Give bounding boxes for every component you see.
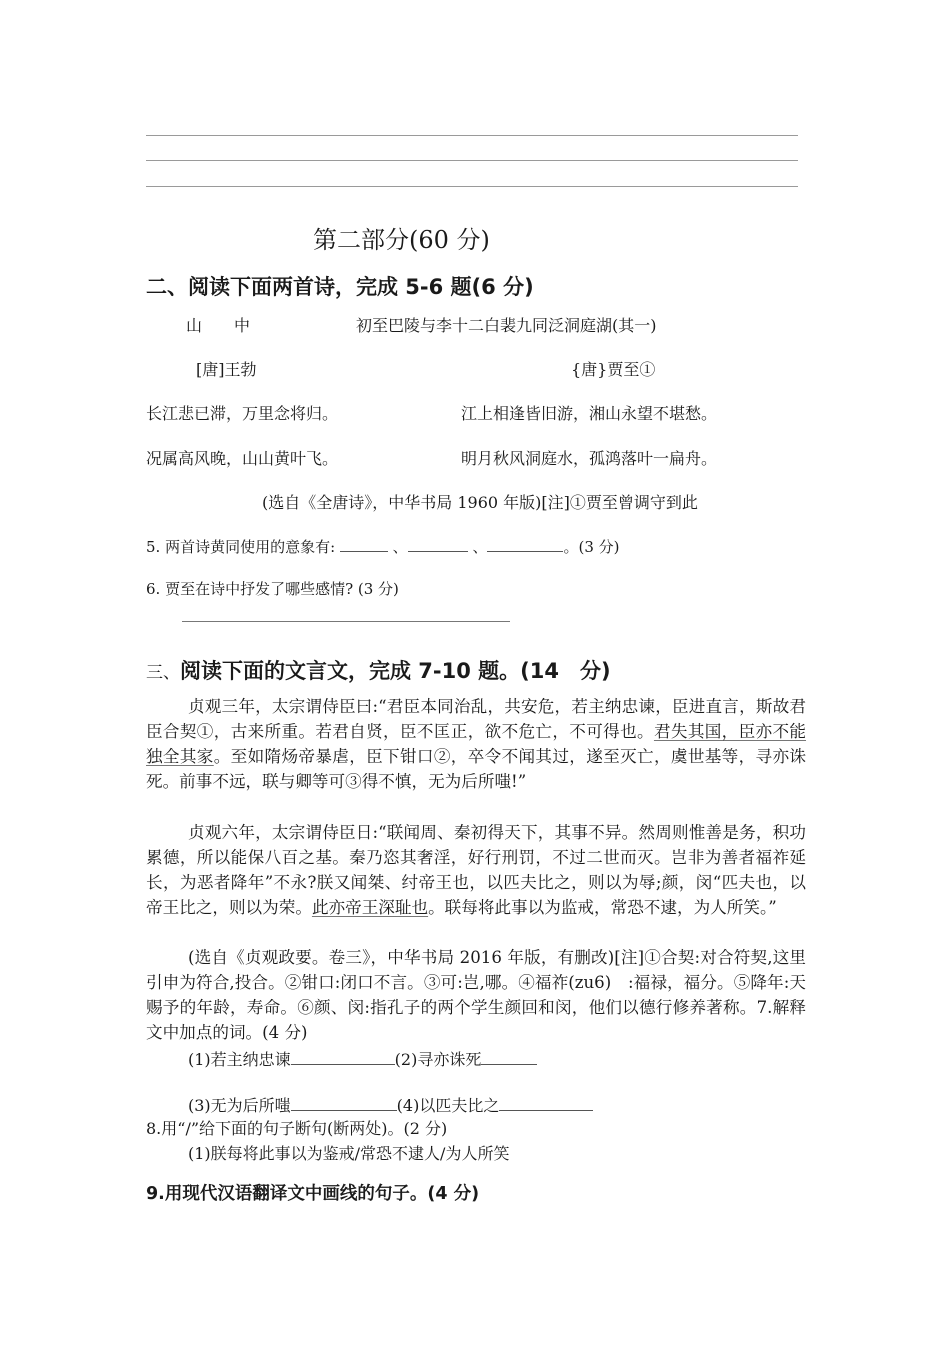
passage-2-text-a: 贞观六年，太宗谓侍臣日:“联闻周、秦初得天下，其事不异。然周则惟善是务，积功累德，所以能保八百之基。秦乃恣其奢淫，好行刑罚，不过二世而灭。岂非为善者福祚延长，为恶者降年”不永?朕又闻桀、纣帝王也，以匹夫比之，则以为辱;颜，闵“匹夫也，以帝王比之，则以为荣。	[146, 823, 806, 917]
section-2-heading: 二、阅读下面两首诗，完成 5-6 题(6 分)	[146, 275, 534, 299]
question-6: 6. 贾至在诗中抒发了哪些感情? (3 分)	[146, 580, 399, 598]
passage-2-underlined: 此亦帝王深耻也	[311, 898, 429, 917]
poem1-author: [唐]王勃	[196, 360, 257, 379]
passage-2-text-b: 。联每将此事以为监戒，常恐不逮，为人所笑。”	[428, 898, 777, 917]
q7-2-blank[interactable]	[481, 1048, 537, 1065]
section-3-prefix: 三、	[146, 663, 180, 683]
q5-blank-1[interactable]	[340, 535, 388, 552]
poem1-line2: 况属高风晚，山山黄叶飞。	[146, 449, 339, 468]
q7-3-blank[interactable]	[291, 1094, 397, 1111]
answer-line-2	[146, 160, 798, 161]
question-5-text: 5. 两首诗黄同使用的意象有:	[146, 538, 340, 556]
q7-3-text: (3)无为后所嗤	[188, 1096, 291, 1115]
passage-notes: (选自《贞观政要。卷三》，中华书局 2016 年版，有删改)[注]①合契:对合符契,这里引申为符合,投合。②钳口:闭口不言。③可:岂,哪。④福祚(zu6) :福禄，福分。⑤降年:天赐予的年龄，寿命。⑥颜、闵:指孔子的两个学生颜回和闵，他们以德行修养著称。7.解释文中加点的词。(4 分)	[146, 948, 806, 1042]
q5-end: 。(3 分)	[563, 538, 620, 556]
q5-sep-1: 、	[387, 538, 408, 556]
passage-1-text-b: 。至如隋炀帝暴虐，臣下钳口②，卒令不闻其过，遂至灭亡，虞世基等，寻亦诛死。前事不远，联与卿等可③得不慎，无为后所嗤!”	[146, 747, 807, 791]
passage-1-underlined: 君失其国，臣亦不能独全其家	[146, 722, 807, 766]
poem2-title: 初至巴陵与李十二白裴九同泛洞庭湖(其一)	[356, 316, 657, 335]
q7-2-text: (2)寻亦诛死	[394, 1050, 482, 1069]
passage-1-text-a: 贞观三年，太宗谓侍臣曰:“君臣本同治乱，共安危，若主纳忠谏，臣进直言，斯故君臣合契①，古来所重。若君自贤，臣不匡正，欲不危亡，不可得也。	[146, 697, 806, 741]
q7-4-text: (4)以匹夫比之	[396, 1096, 500, 1115]
section-3-heading	[146, 655, 611, 685]
q7-4-blank[interactable]	[499, 1094, 593, 1111]
q5-blank-2[interactable]	[408, 535, 468, 552]
q7-1-text: (1)若主纳忠谏	[188, 1050, 291, 1069]
passage-paragraph-1	[146, 694, 806, 794]
question-8: 8.用“/”给下面的句子断句(断两处)。(2 分)	[146, 1119, 448, 1138]
section-3-title: 阅读下面的文言文，完成 7-10 题。(14 分)	[180, 659, 611, 683]
poem1-title: 山 中	[186, 316, 251, 335]
poem1-line1: 长江悲已滞，万里念将归。	[146, 404, 339, 423]
question-7-1-row	[188, 1047, 537, 1070]
q5-sep-2: 、	[467, 538, 488, 556]
question-7-2-row	[188, 1093, 593, 1116]
part-title: 第二部分(60 分)	[313, 226, 490, 254]
q6-answer-line[interactable]	[182, 621, 510, 622]
question-9: 9.用现代汉语翻译文中画线的句子。(4 分)	[146, 1184, 480, 1204]
q7-1-blank[interactable]	[291, 1048, 395, 1065]
source-note: (选自《全唐诗》，中华书局 1960 年版)[注]①贾至曾调守到此	[262, 493, 698, 512]
q5-blank-3[interactable]	[487, 535, 563, 552]
answer-line-3	[146, 186, 798, 187]
poem2-line2: 明月秋风洞庭水，孤鸿落叶一扁舟。	[461, 449, 718, 468]
poem2-line1: 江上相逢皆旧游，湘山永望不堪愁。	[461, 404, 718, 423]
answer-line-1	[146, 135, 798, 136]
question-8-1: (1)朕每将此事以为鉴戒/常恐不逮人/为人所笑	[188, 1144, 510, 1163]
question-5	[146, 535, 620, 557]
passage-paragraph-2	[146, 820, 806, 920]
poem2-author: {唐}贾至①	[571, 360, 656, 379]
